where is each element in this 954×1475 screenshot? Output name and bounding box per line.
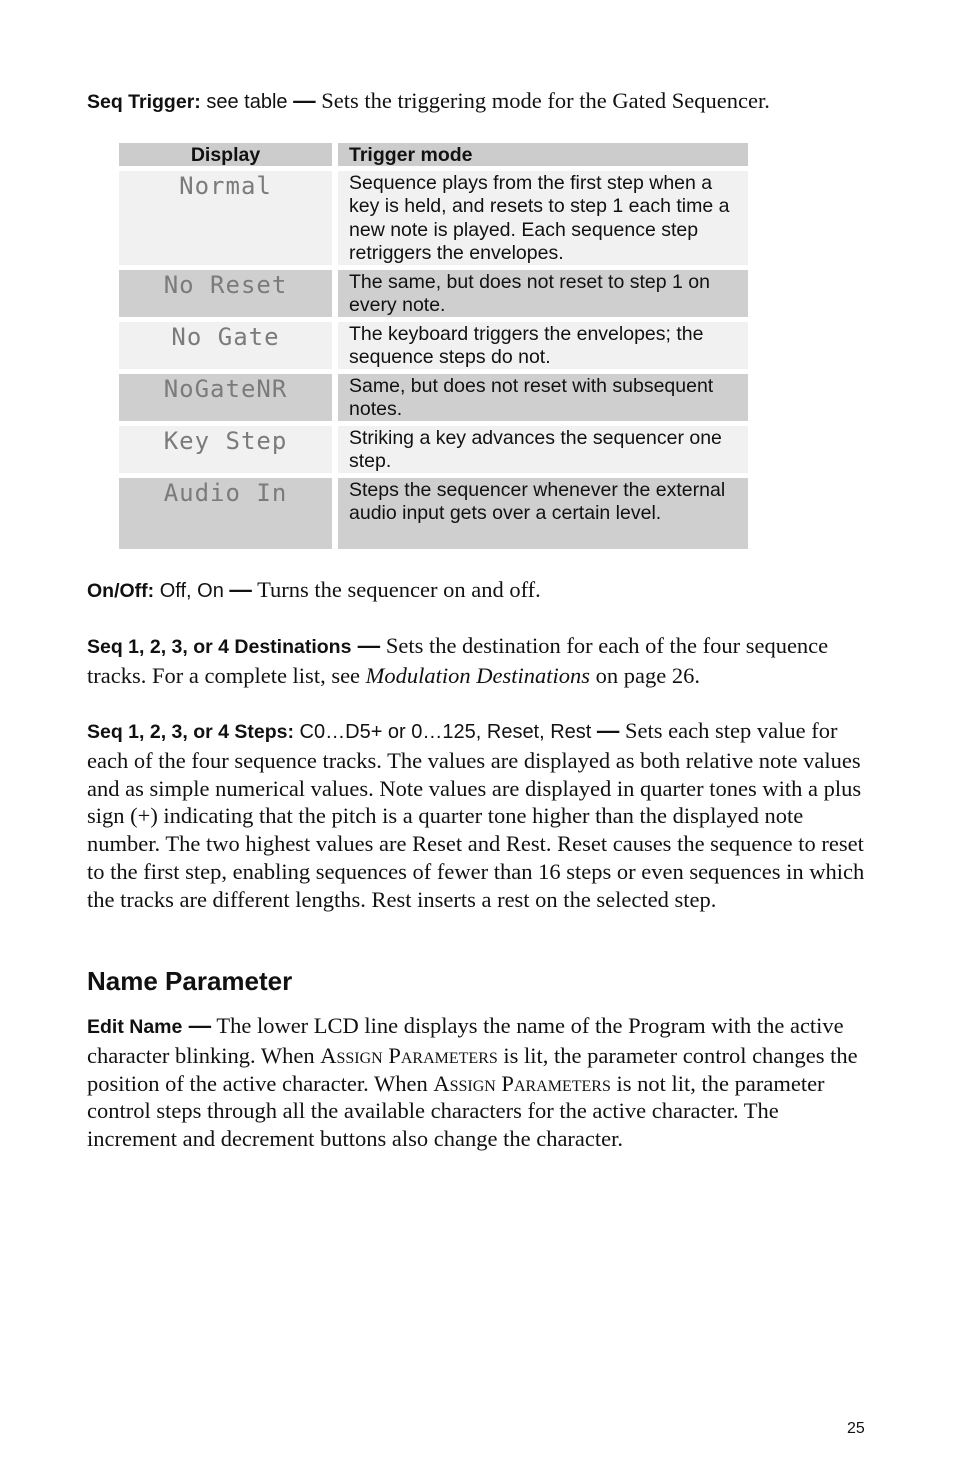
table-row bbox=[119, 322, 748, 369]
table-row bbox=[119, 426, 748, 473]
seq-steps-description: Sets each step value for each of the four sequence tracks. The values are displayed as both relative note values and as simple numerical values. Note values are displayed in quarter tones with a plus sign (+) indicating that the pitch is a quarter tone higher than the displayed note number. The two highest values are Reset and Rest. Reset causes the sequence to reset to the first step, enabling sequences of fewer than 16 steps or even sequences in which the tracks are different lengths. Rest inserts a rest on the selected step. bbox=[87, 718, 865, 912]
edit-name-text-1: The lower LCD line displays the name of the Program with the active character blinking. When bbox=[87, 1013, 844, 1068]
edit-name-text-2: is lit, the parameter control changes the position of the active character. When bbox=[87, 1042, 858, 1096]
assign-parameters-term: Assign Parameters bbox=[320, 1042, 498, 1068]
trigger-mode-description: Steps the sequencer whenever the external audio input gets over a certain level. bbox=[338, 478, 748, 549]
seq-steps-dash: — bbox=[596, 718, 620, 743]
edit-name-paragraph bbox=[87, 1012, 872, 1153]
trigger-mode-description: The same, but does not reset to step 1 on every note. bbox=[338, 270, 748, 317]
lcd-display-value: Normal bbox=[119, 171, 332, 265]
trigger-mode-description: Same, but does not reset with subsequent notes. bbox=[338, 374, 748, 421]
seq-destinations-dash: — bbox=[351, 633, 381, 658]
edit-name-label: Edit Name bbox=[87, 1016, 183, 1038]
lcd-display-value: Key Step bbox=[119, 426, 332, 473]
seq-trigger-label: Seq Trigger: bbox=[87, 91, 201, 113]
lcd-display-value: No Gate bbox=[119, 322, 332, 369]
seq-trigger-values: see table bbox=[200, 91, 294, 113]
seq-trigger-paragraph bbox=[87, 87, 872, 117]
table-row bbox=[119, 478, 748, 549]
seq-destinations-description-end: on page 26. bbox=[590, 662, 701, 688]
seq-steps-paragraph bbox=[87, 717, 872, 914]
trigger-mode-column-header: Trigger mode bbox=[338, 143, 748, 166]
seq-destinations-description: Sets the destination for each of the four sequence tracks. For a complete list, see bbox=[87, 633, 829, 688]
page-number: 25 bbox=[847, 1420, 865, 1437]
table-row bbox=[119, 374, 748, 421]
modulation-destinations-reference: Modulation Destinations bbox=[365, 662, 591, 688]
seq-steps-label: Seq 1, 2, 3, or 4 Steps: bbox=[87, 721, 294, 743]
on-off-label: On/Off: bbox=[87, 580, 155, 602]
on-off-dash: — bbox=[229, 577, 252, 602]
seq-steps-values: C0…D5+ or 0…125, Reset, Rest bbox=[294, 721, 597, 743]
on-off-description: Turns the sequencer on and off. bbox=[251, 577, 541, 602]
edit-name-text-3: is not lit, the parameter control steps through all the available characters for the active character. The increment and decrement buttons also change the character. bbox=[87, 1070, 825, 1152]
trigger-mode-description: Striking a key advances the sequencer one step. bbox=[338, 426, 748, 473]
section-heading: Name Parameter bbox=[87, 966, 293, 996]
assign-parameters-term: Assign Parameters bbox=[433, 1070, 611, 1096]
seq-destinations-paragraph bbox=[87, 632, 872, 690]
display-column-header: Display bbox=[119, 143, 332, 166]
seq-trigger-dash: — bbox=[293, 88, 316, 113]
edit-name-dash: — bbox=[182, 1013, 212, 1038]
seq-trigger-description: Sets the triggering mode for the Gated Sequencer. bbox=[315, 88, 770, 113]
trigger-mode-description: Sequence plays from the first step when a key is held, and resets to step 1 each time a new note is played. Each sequence step retriggers the envelopes. bbox=[338, 171, 748, 265]
trigger-mode-description: The keyboard triggers the envelopes; the sequence steps do not. bbox=[338, 322, 748, 369]
seq-destinations-label: Seq 1, 2, 3, or 4 Destinations bbox=[87, 636, 352, 658]
table-row bbox=[119, 171, 748, 265]
table-header-row bbox=[119, 143, 748, 166]
lcd-display-value: No Reset bbox=[119, 270, 332, 317]
on-off-paragraph bbox=[87, 576, 872, 606]
lcd-display-value: NoGateNR bbox=[119, 374, 332, 421]
on-off-values: Off, On bbox=[154, 580, 230, 602]
lcd-display-value: Audio In bbox=[119, 478, 332, 549]
table-row bbox=[119, 270, 748, 317]
trigger-mode-table bbox=[119, 143, 748, 554]
